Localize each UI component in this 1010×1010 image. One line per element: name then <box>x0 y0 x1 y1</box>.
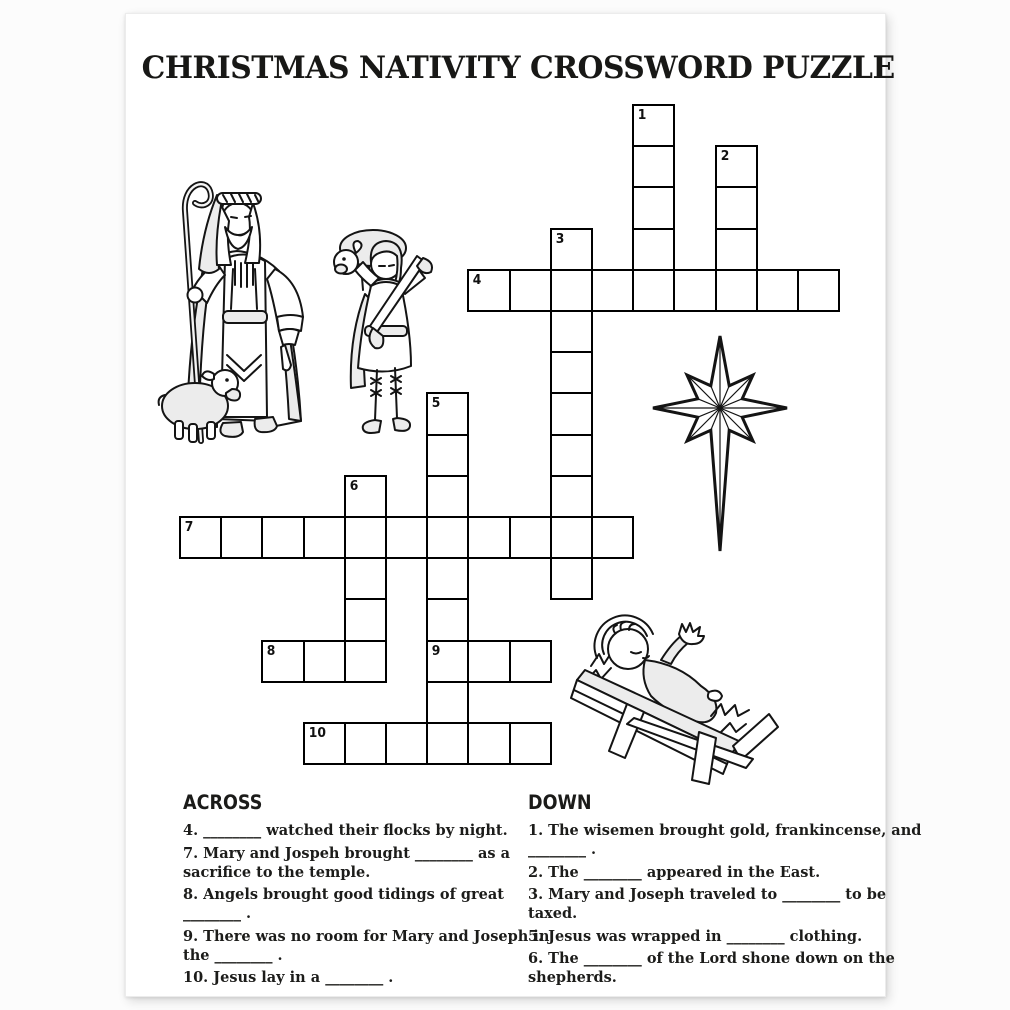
clue-line: 8. Angels brought good tidings of great <box>183 886 504 903</box>
cell-number: 7 <box>184 520 194 535</box>
crossword-cell[interactable] <box>426 598 469 641</box>
crossword-cell[interactable] <box>344 598 387 641</box>
crossword-cell[interactable] <box>756 269 799 312</box>
clue-line: sacrifice to the temple. <box>183 863 371 881</box>
crossword-cell[interactable] <box>303 516 346 559</box>
crossword-cell[interactable] <box>467 722 510 765</box>
clue-line: taxed. <box>528 905 578 922</box>
crossword-cell[interactable] <box>632 104 675 147</box>
crossword-cell[interactable] <box>467 516 510 559</box>
crossword-cell[interactable] <box>303 722 346 765</box>
clue-line: 6. The ________ of the Lord shone down on the <box>528 950 895 967</box>
crossword-cell[interactable] <box>509 269 552 312</box>
crossword-cell[interactable] <box>509 640 552 683</box>
cell-number: 4 <box>473 272 482 288</box>
crossword-cell[interactable] <box>344 640 387 683</box>
crossword-cell[interactable] <box>591 516 634 559</box>
crossword-cell[interactable] <box>261 640 304 683</box>
clue-line: 7. Mary and Jospeh brought ________ as a <box>183 844 510 862</box>
down-header: DOWN <box>528 791 592 814</box>
clue-line: ________ . <box>528 841 597 858</box>
crossword-cell[interactable] <box>550 557 593 600</box>
cell-number: 1 <box>637 108 647 123</box>
baby-jesus-in-manger-illustration <box>571 596 781 791</box>
crossword-cell[interactable] <box>550 516 593 559</box>
across-header: ACROSS <box>183 791 263 814</box>
cell-number: 8 <box>267 643 276 659</box>
clue-item <box>183 885 518 923</box>
clue-line: 10. Jesus lay in a ________ . <box>183 969 394 986</box>
clue-line: 9. There was no room for Mary and Joseph in <box>183 927 550 945</box>
crossword-cell[interactable] <box>509 722 552 765</box>
crossword-cell[interactable] <box>220 516 263 559</box>
crossword-cell[interactable] <box>344 557 387 600</box>
crossword-cell[interactable] <box>344 475 387 518</box>
crossword-cell[interactable] <box>550 475 593 518</box>
cell-number: 10 <box>308 726 326 741</box>
star-of-bethlehem-illustration <box>645 326 795 556</box>
crossword-cell[interactable] <box>632 228 675 271</box>
crossword-cell[interactable] <box>426 681 469 724</box>
clue-item <box>528 949 895 987</box>
clue-line: shepherds. <box>528 969 617 986</box>
crossword-cell[interactable] <box>632 145 675 188</box>
crossword-cell[interactable] <box>715 228 758 271</box>
crossword-cell[interactable] <box>550 434 593 477</box>
across-clues-section <box>183 791 550 991</box>
crossword-cell[interactable] <box>467 269 510 312</box>
crossword-cell[interactable] <box>632 186 675 229</box>
crossword-cell[interactable] <box>715 186 758 229</box>
crossword-cell[interactable] <box>385 516 428 559</box>
page-title: CHRISTMAS NATIVITY CROSSWORD PUZZLE <box>141 50 895 86</box>
crossword-cell[interactable] <box>426 557 469 600</box>
clue-item <box>183 968 518 987</box>
cell-number: 3 <box>555 231 565 247</box>
cell-number: 6 <box>349 478 359 494</box>
crossword-cell[interactable] <box>179 516 222 559</box>
crossword-cell[interactable] <box>550 228 593 271</box>
clue-line: ________ . <box>183 905 252 922</box>
clue-line: 3. Mary and Joseph traveled to ________ to be <box>528 886 887 903</box>
clue-item <box>528 927 883 946</box>
crossword-cell[interactable] <box>261 516 304 559</box>
crossword-cell[interactable] <box>303 640 346 683</box>
clue-item <box>528 885 887 923</box>
down-clue-list <box>528 821 922 987</box>
clue-line: 1. The wisemen brought gold, frankincense, and <box>528 822 922 839</box>
clue-line: 5. Jesus was wrapped in ________ clothing. <box>528 927 863 945</box>
cell-number: 9 <box>431 643 441 659</box>
clue-line: 2. The ________ appeared in the East. <box>528 863 821 881</box>
crossword-cell[interactable] <box>509 516 552 559</box>
down-clues-section <box>528 791 922 991</box>
clue-line: the ________ . <box>183 946 283 964</box>
boy-shepherd-carrying-lamb-illustration <box>331 216 441 446</box>
crossword-cell[interactable] <box>673 269 716 312</box>
crossword-cell[interactable] <box>797 269 840 312</box>
crossword-cell[interactable] <box>426 475 469 518</box>
crossword-cell[interactable] <box>550 310 593 353</box>
cell-number: 2 <box>720 149 729 165</box>
clue-item <box>183 844 518 882</box>
crossword-cell[interactable] <box>550 269 593 312</box>
clue-line: 4. ________ watched their flocks by night. <box>183 822 508 839</box>
crossword-cell[interactable] <box>426 722 469 765</box>
cell-number: 5 <box>431 396 441 412</box>
clue-item <box>183 927 550 965</box>
crossword-cell[interactable] <box>344 516 387 559</box>
worksheet-page <box>125 13 922 997</box>
crossword-cell[interactable] <box>467 640 510 683</box>
shepherd-with-staff-and-sheep-illustration <box>151 169 336 449</box>
crossword-cell[interactable] <box>632 269 675 312</box>
crossword-cell[interactable] <box>426 640 469 683</box>
crossword-cell[interactable] <box>715 269 758 312</box>
crossword-cell[interactable] <box>385 722 428 765</box>
clue-item <box>528 821 922 859</box>
crossword-cell[interactable] <box>550 351 593 394</box>
crossword-cell[interactable] <box>344 722 387 765</box>
crossword-cell[interactable] <box>591 269 634 312</box>
clue-item <box>183 821 518 840</box>
crossword-cell[interactable] <box>426 516 469 559</box>
clue-item <box>528 863 883 882</box>
crossword-cell[interactable] <box>715 145 758 188</box>
across-clue-list <box>183 821 550 987</box>
crossword-cell[interactable] <box>550 392 593 435</box>
